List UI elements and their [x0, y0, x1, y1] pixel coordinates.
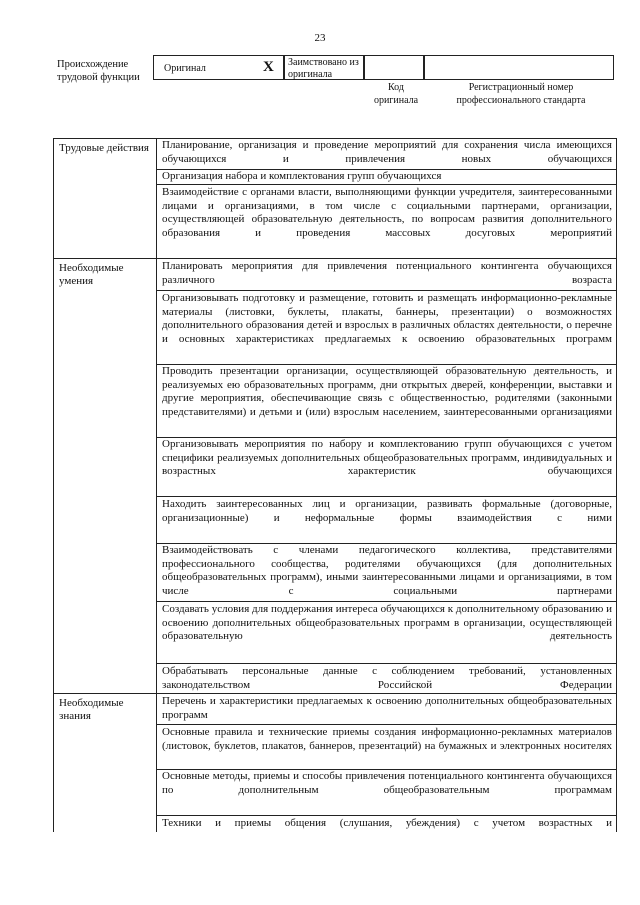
table-item: Организовывать мероприятия по набору и комплектованию групп обучающихся с учетом специфики реализуемых дополнительных общеобразовательных программ, индивидуальных и возрастных характеристик обучающихся [162, 438, 612, 478]
table-item: Находить заинтересованных лиц и организации, развивать формальные (договорные, организационные) и неформальные формы взаимодействия с ними [162, 498, 612, 524]
table-item: Техники и приемы общения (слушания, убеждения) с учетом возрастных и [162, 817, 612, 829]
table-item: Организация набора и комплектования групп обучающихся [162, 170, 442, 182]
row-separator [156, 184, 616, 185]
section-divider [54, 258, 616, 259]
original-text: Оригинал [164, 63, 206, 74]
reg-number-cell [424, 55, 614, 80]
row-separator [156, 815, 616, 816]
section-divider [54, 693, 616, 694]
row-separator [156, 496, 616, 497]
row-separator [156, 663, 616, 664]
table-item: Планирование, организация и проведение мероприятий для сохранения числа имеющихся обучающихся и привлечения новых обучающихся [162, 139, 612, 165]
page-number: 23 [314, 32, 326, 44]
row-separator [156, 724, 616, 725]
table-item: Основные методы, приемы и способы привлечения потенциального контингента обучающихся по дополнительным общеобразовательным программам [162, 770, 612, 796]
table-item: Взаимодействие с органами власти, выполняющими функции учредителя, заинтересованными лицами и организациями, в том числе с социальными партнерами, организации, осуществляющей образовательную деятельность, по вопросам развития дополнительного образования и проведения массовых досуговых мероприятий [162, 186, 612, 239]
table-item: Основные правила и технические приемы создания информационно-рекламных материалов (листовок, буклетов, плакатов, баннеров, презентаций) на бумажных и электронных носителях [162, 726, 612, 752]
table-item: Взаимодействовать с членами педагогического коллектива, представителями профессионального сообщества, родителями обучающихся (для дополнительных общеобразовательных программ), иными заинтересованными лицами и организациями, в том числе с социальными партнерами [162, 544, 612, 597]
table-item: Создавать условия для поддержания интереса обучающихся к дополнительному образованию и освоению дополнительных общеобразовательных программ в организации, осуществляющей образовательную деятельность [162, 603, 612, 643]
code-cell [364, 55, 424, 80]
table-item: Перечень и характеристики предлагаемых к освоению дополнительных общеобразовательных программ [162, 695, 612, 721]
row-separator [156, 290, 616, 291]
reg-number-label: Регистрационный номер профессионального стандарта [456, 82, 586, 106]
code-label: Код оригинала [373, 82, 419, 106]
table-item: Планировать мероприятия для привлечения потенциального контингента обучающихся различного возраста [162, 260, 612, 286]
origin-label: Происхождение трудовой функции [57, 59, 140, 83]
functions-table [53, 138, 617, 832]
original-cell [153, 55, 284, 80]
table-item: Организовывать подготовку и размещение, готовить и размещать информационно-рекламные материалы (листовки, буклеты, плакаты, баннеры, презентации) о возможностях дополнительного образования детей и взрослых в различных областях деятельности, о перечне и основных характеристиках предлагаемых к освоению образовательных программ [162, 292, 612, 345]
row-separator [156, 601, 616, 602]
column-divider [156, 139, 157, 832]
section-label-knowledge: Необходимые знания [59, 697, 124, 722]
borrowed-cell: Заимствовано из оригинала [284, 55, 364, 80]
table-item: Проводить презентации организации, осуществляющей образовательную деятельность, и реализуемых ею образовательных программ, дни открытых дверей, конференции, выставки и другие мероприятия, обеспечивающие связь с общественностью, родителями (законными представителями) и детьми и (или) взрослым населением, заинтересованными организациями [162, 365, 612, 418]
table-item: Обрабатывать персональные данные с соблюдением требований, установленных законодательством Российской Федерации [162, 665, 612, 691]
original-mark: X [263, 59, 274, 75]
section-label-actions: Трудовые действия [59, 142, 149, 154]
section-label-skills: Необходимые умения [59, 262, 124, 287]
